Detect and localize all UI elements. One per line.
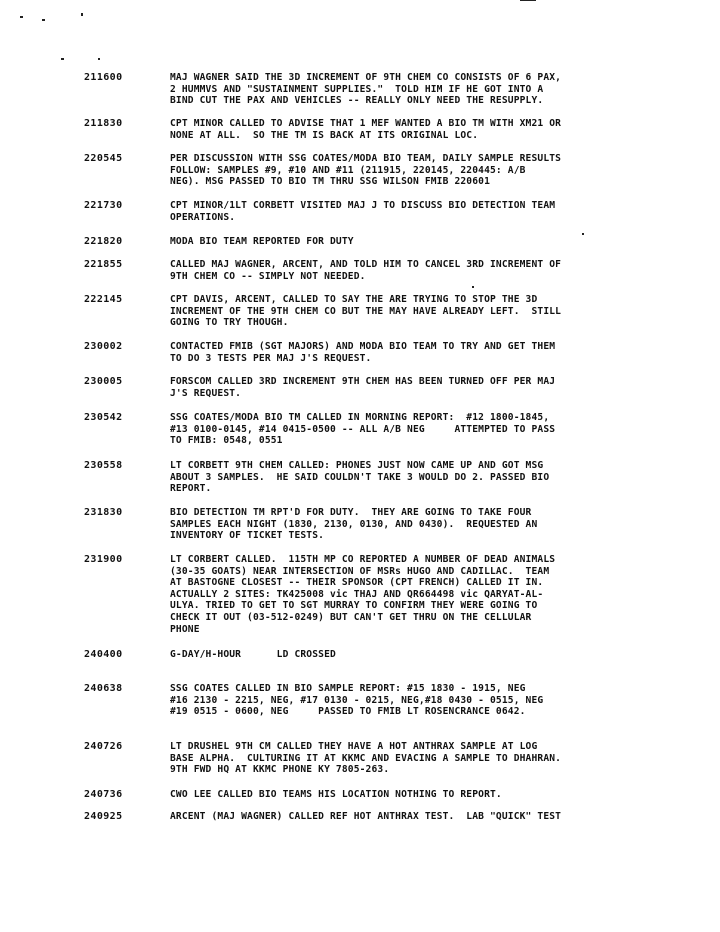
entry-line: CPT MINOR CALLED TO ADVISE THAT 1 MEF WANTED A BIO TM WITH XM21 OR [170,118,562,129]
entry-time: 240638 [84,683,123,694]
entry-line: LT DRUSHEL 9TH CM CALLED THEY HAVE A HOT ANTHRAX SAMPLE AT LOG [170,741,538,752]
entry-text [170,741,650,776]
entry-line: INCREMENT OF THE 9TH CHEM CO BUT THE MAY HAVE ALREADY LEFT. STILL [170,305,562,317]
entry-line: #16 2130 - 2215, NEG, #17 0130 - 0215, NEG,#18 0430 - 0515, NEG [170,694,544,706]
entry-line: #19 0515 - 0600, NEG PASSED TO FMIB LT ROSENCRANCE 0642. [170,706,526,718]
scan-speck [42,19,45,21]
entry-text [170,118,650,141]
scan-speck [20,16,23,18]
entry-line: PHONE [170,623,200,635]
entry-text [170,507,650,542]
entry-line: TO FMIB: 0548, 0551 [170,435,283,447]
entry-line: NEG). MSG PASSED TO BIO TM THRU SSG WILSON FMIB 220601 [170,176,490,188]
entry-line: BIO DETECTION TM RPT'D FOR DUTY. THEY ARE GOING TO TAKE FOUR [170,507,532,518]
scan-speck [520,0,536,1]
entry-time: 211830 [84,118,123,129]
entry-line: CPT DAVIS, ARCENT, CALLED TO SAY THE ARE TRYING TO STOP THE 3D [170,294,538,305]
entry-text [170,460,650,495]
entry-line: ARCENT (MAJ WAGNER) CALLED REF HOT ANTHRAX TEST. LAB "QUICK" TEST [170,811,562,822]
entry-text [170,294,650,329]
entry-line: FOLLOW: SAMPLES #9, #10 AND #11 (211915, 220145, 220445: A/B [170,164,526,176]
entry-line: REPORT. [170,483,212,495]
entry-line: BIND CUT THE PAX AND VEHICLES -- REALLY ONLY NEED THE RESUPPLY. [170,95,544,107]
entry-line: CHECK IT OUT (03-512-0249) BUT CAN'T GET THRU ON THE CELLULAR [170,611,532,623]
entry-time: 211600 [84,72,123,83]
entry-line: INVENTORY OF TICKET TESTS. [170,530,325,542]
entry-line: PER DISCUSSION WITH SSG COATES/MODA BIO TEAM, DAILY SAMPLE RESULTS [170,153,562,164]
entry-line: 9TH CHEM CO -- SIMPLY NOT NEEDED. [170,270,366,282]
entry-time: 221730 [84,200,123,211]
entry-text [170,236,650,248]
entry-line: GOING TO TRY THOUGH. [170,317,289,329]
entry-time: 240726 [84,741,123,752]
entry-text [170,200,650,223]
entry-text [170,683,650,718]
entry-line: CONTACTED FMIB (SGT MAJORS) AND MODA BIO TEAM TO TRY AND GET THEM [170,341,556,352]
entry-line: MAJ WAGNER SAID THE 3D INCREMENT OF 9TH CHEM CO CONSISTS OF 6 PAX, [170,72,562,83]
entry-line: FORSCOM CALLED 3RD INCREMENT 9TH CHEM HAS BEEN TURNED OFF PER MAJ [170,376,556,387]
entry-line: MODA BIO TEAM REPORTED FOR DUTY [170,236,354,247]
entry-text [170,554,650,635]
entry-time: 221820 [84,236,123,247]
entry-text [170,811,650,823]
entry-line: LT CORBERT CALLED. 115TH MP CO REPORTED A NUMBER OF DEAD ANIMALS [170,554,556,565]
entry-line: G-DAY/H-HOUR LD CROSSED [170,649,336,660]
entry-time: 230558 [84,460,123,471]
entry-time: 240925 [84,811,123,822]
entry-line: SSG COATES/MODA BIO TM CALLED IN MORNING REPORT: #12 1800-1845, [170,412,550,423]
scan-speck [61,58,64,60]
entry-text [170,341,650,364]
entry-text [170,412,650,447]
entry-time: 231830 [84,507,123,518]
entry-line: ULYA. TRIED TO GET TO SGT MURRAY TO CONFIRM THEY WERE GOING TO [170,600,538,612]
entry-line: LT CORBETT 9TH CHEM CALLED: PHONES JUST NOW CAME UP AND GOT MSG [170,460,544,471]
scan-speck [98,58,100,60]
entry-text [170,376,650,399]
scan-speck [81,13,83,16]
entry-time: 240736 [84,789,123,800]
scan-speck [582,233,584,235]
entry-text [170,789,650,801]
entry-line: CWO LEE CALLED BIO TEAMS HIS LOCATION NOTHING TO REPORT. [170,789,502,800]
entry-line: BASE ALPHA. CULTURING IT AT KKMC AND EVACING A SAMPLE TO DHAHRAN. [170,752,562,764]
entry-line: SSG COATES CALLED IN BIO SAMPLE REPORT: #15 1830 - 1915, NEG [170,683,526,694]
entry-text [170,72,650,107]
entry-time: 220545 [84,153,123,164]
entry-time: 240400 [84,649,123,660]
entry-line: ABOUT 3 SAMPLES. HE SAID COULDN'T TAKE 3 WOULD DO 2. PASSED BIO [170,471,550,483]
entry-text [170,649,650,661]
entry-time: 230542 [84,412,123,423]
entry-time: 222145 [84,294,123,305]
entry-line: CALLED MAJ WAGNER, ARCENT, AND TOLD HIM TO CANCEL 3RD INCREMENT OF [170,259,562,270]
entry-text [170,153,650,188]
entry-text [170,259,650,282]
entry-line: CPT MINOR/1LT CORBETT VISITED MAJ J TO DISCUSS BIO DETECTION TEAM [170,200,556,211]
entry-line: AT BASTOGNE CLOSEST -- THEIR SPONSOR (CPT FRENCH) CALLED IT IN. [170,577,544,589]
entry-line: (30-35 GOATS) NEAR INTERSECTION OF MSRs HUGO AND CADILLAC. TEAM [170,565,550,577]
entry-line: OPERATIONS. [170,211,236,223]
entry-line: J'S REQUEST. [170,387,242,399]
entry-time: 231900 [84,554,123,565]
entry-line: TO DO 3 TESTS PER MAJ J'S REQUEST. [170,352,372,364]
entry-time: 230005 [84,376,123,387]
entry-line: ACTUALLY 2 SITES: TK425008 vic THAJ AND QR664498 vic QARYAT-AL- [170,588,544,600]
entry-line: 9TH FWD HQ AT KKMC PHONE KY 7805-263. [170,764,390,776]
entry-line: NONE AT ALL. SO THE TM IS BACK AT ITS ORIGINAL LOC. [170,129,479,141]
scan-speck [472,286,474,288]
entry-time: 221855 [84,259,123,270]
entry-line: SAMPLES EACH NIGHT (1830, 2130, 0130, AND 0430). REQUESTED AN [170,518,538,530]
entry-time: 230002 [84,341,123,352]
entry-line: #13 0100-0145, #14 0415-0500 -- ALL A/B NEG ATTEMPTED TO PASS [170,423,556,435]
entry-line: 2 HUMMVS AND "SUSTAINMENT SUPPLIES." TOLD HIM IF HE GOT INTO A [170,83,544,95]
